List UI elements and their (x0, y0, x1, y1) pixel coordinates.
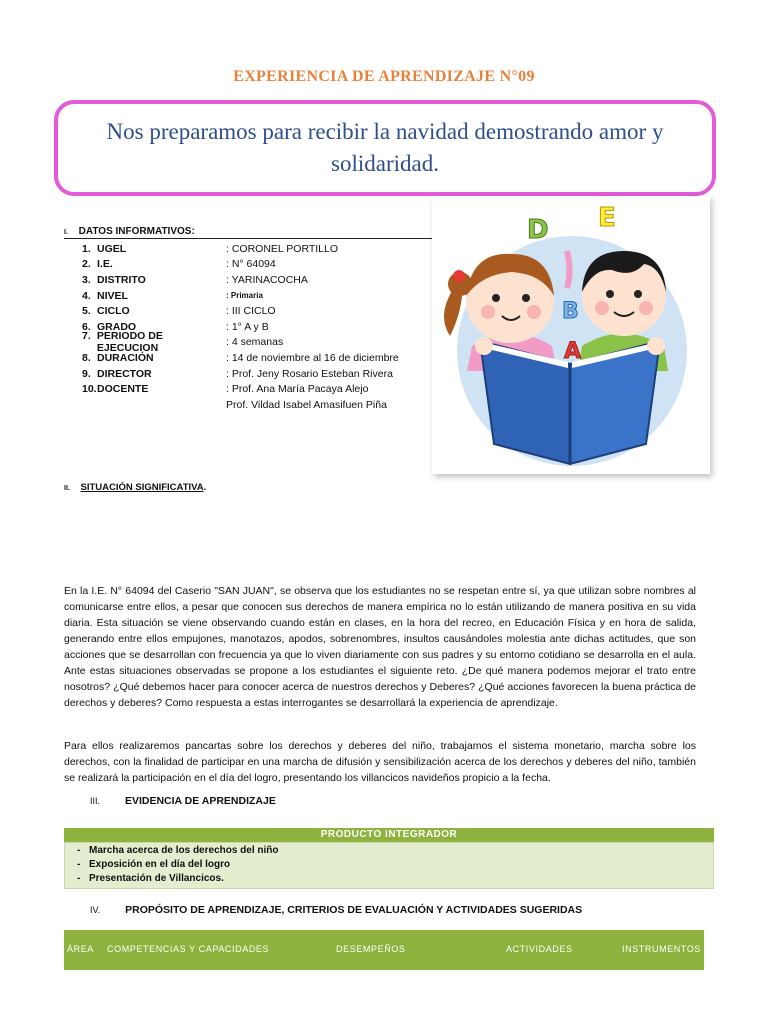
info-value: : 14 de noviembre al 16 de diciembre (226, 351, 399, 364)
info-key: PERIODO DE EJECUCION (96, 330, 163, 355)
section-1-label: DATOS INFORMATIVOS: (78, 226, 195, 237)
experience-subtitle-box (54, 100, 716, 196)
info-num: 8. (82, 351, 91, 364)
section-2-label: SITUACIÓN SIGNIFICATIVA (80, 482, 204, 493)
column-header-instrumentos: INSTRUMENTOS (622, 944, 702, 954)
info-value: : Primaria (226, 291, 263, 301)
info-num: 4. (82, 289, 91, 302)
info-key: DISTRITO (97, 273, 146, 286)
info-key: CICLO (97, 305, 130, 318)
children-reading-book-icon (432, 196, 710, 474)
column-header-desempenos: DESEMPEÑOS (336, 944, 406, 954)
info-value: : Prof. Jeny Rosario Esteban Rivera (226, 367, 393, 380)
letter-d: D (527, 215, 549, 245)
info-row-docente (82, 381, 399, 397)
situation-paragraph-1: En la I.E. N° 64094 del Caserio "SAN JUAN", se observa que los estudiantes no se respetan entre sí, ya que utilizan sobre nombres al comunicarse entre ellos, a pesar que conocen sus derechos de manera empírica no lo están utilizando de manera positiva en su vida diaria. Esta situación se viene observando cuando están en clases, en la hora del recreo, en Educación Física y en hora de salida, generando entre ellos empujones, manotazos, apodos, sobrenombres, insultos causándoles molestia ante dichas actitudes, que son acciones que se desarrollan con frecuencia ya que lo viven diariamente con sus padres y su entorno cotidiano se desarrolla en el aula. Ante estas situaciones observadas se propone a los estudiantes el siguiente reto. ¿De qué manera podemos mejorar el trato entre nosotros? ¿Qué debemos hacer para conocer acerca de nuestros derechos y Deberes? ¿Qué acciones favorecen la buena práctica de derechos y deberes? Como respuesta a estas interrogantes se desarrollará la experiencia de aprendizaje. (64, 585, 696, 709)
info-num: 10. (82, 383, 97, 396)
info-num: 9. (82, 367, 91, 380)
info-num: 5. (82, 305, 91, 318)
info-num: 2. (82, 258, 91, 271)
info-key: NIVEL (97, 289, 128, 302)
column-header-area: ÁREA (67, 944, 94, 954)
info-key: DURACIÓN (97, 351, 154, 364)
children-reading-illustration (432, 196, 710, 474)
section-4-heading (90, 904, 582, 916)
info-num: 1. (82, 242, 91, 255)
section-1-number: I. (64, 229, 68, 236)
column-header-competencias: COMPETENCIAS Y CAPACIDADES (107, 944, 270, 954)
product-integrator-box (64, 828, 714, 889)
product-integrator-header: PRODUCTO INTEGRADOR (64, 828, 714, 842)
letter-a: A (564, 339, 582, 364)
product-list (64, 842, 714, 889)
section-2-number: II. (64, 485, 70, 492)
section-1-heading (64, 226, 434, 239)
product-item-text: Exposición en el día del logro (89, 859, 231, 870)
info-key: I.E. (97, 258, 113, 271)
experience-subtitle: Nos preparamos para recibir la navidad demostrando amor y solidaridad. (106, 119, 664, 176)
info-value: : 1° A y B (226, 320, 269, 333)
section-2-heading (64, 482, 206, 493)
list-item: - Marcha acerca de los derechos del niño (77, 845, 279, 856)
info-row-ie (82, 257, 399, 273)
info-row-periodo (82, 330, 399, 355)
document-title: EXPERIENCIA DE APRENDIZAJE N°09 (233, 68, 535, 85)
column-header-actividades: ACTIVIDADES (506, 944, 573, 954)
info-num: 3. (82, 273, 91, 286)
situation-paragraph-2: Para ellos realizaremos pancartas sobre los derechos y deberes del niño, trabajamos el sistema monetario, marcha sobre los derechos, con la finalidad de participar en una marcha de difusión y sensibilización acerca de los derechos y deberes del niño, también se realizará la participación en el día del logro, presentando los villancicos navideños propicio a la fecha. (64, 740, 696, 784)
info-key: DOCENTE (97, 383, 149, 396)
info-row-duracion (82, 350, 399, 366)
section-3-number: III. (90, 796, 101, 806)
info-key: GRADO (97, 320, 137, 333)
product-item-text: Presentación de Villancicos. (89, 873, 224, 884)
info-row-director (82, 366, 399, 382)
section-2-dot: . (203, 482, 207, 493)
info-row-ugel (82, 241, 399, 257)
info-row-nivel (82, 288, 399, 304)
section-3-heading (90, 795, 276, 807)
info-num: 6. (82, 320, 91, 333)
info-value: : CORONEL PORTILLO (226, 242, 339, 255)
info-num: 7. (82, 330, 91, 343)
info-value: : YARINACOCHA (226, 273, 308, 286)
info-row-distrito (82, 272, 399, 288)
product-item-text: Marcha acerca de los derechos del niño (89, 845, 279, 856)
list-item: - Exposición en el día del logro (77, 859, 231, 870)
section-4-number: IV. (90, 905, 101, 915)
info-row-docente-2 (82, 397, 399, 413)
info-table (82, 241, 399, 413)
info-value: : Prof. Ana María Pacaya Alejo (226, 383, 369, 396)
section-3-label: EVIDENCIA DE APRENDIZAJE (124, 795, 276, 807)
info-key: UGEL (97, 242, 127, 255)
purpose-table-header (64, 930, 704, 970)
info-value: : III CICLO (226, 305, 276, 318)
letter-b: B (562, 299, 579, 324)
section-4-label: PROPÓSITO DE APRENDIZAJE, CRITERIOS DE EVALUACIÓN Y ACTIVIDADES SUGERIDAS (125, 904, 583, 916)
info-value: : N° 64094 (226, 258, 276, 271)
info-key: DIRECTOR (97, 367, 152, 380)
info-value: : 4 semanas (226, 336, 284, 349)
letter-e: E (598, 203, 616, 233)
list-item: - Presentación de Villancicos. (77, 873, 224, 884)
info-row-ciclo (82, 303, 399, 319)
info-value: Prof. Vildad Isabel Amasifuen Piña (226, 398, 387, 411)
